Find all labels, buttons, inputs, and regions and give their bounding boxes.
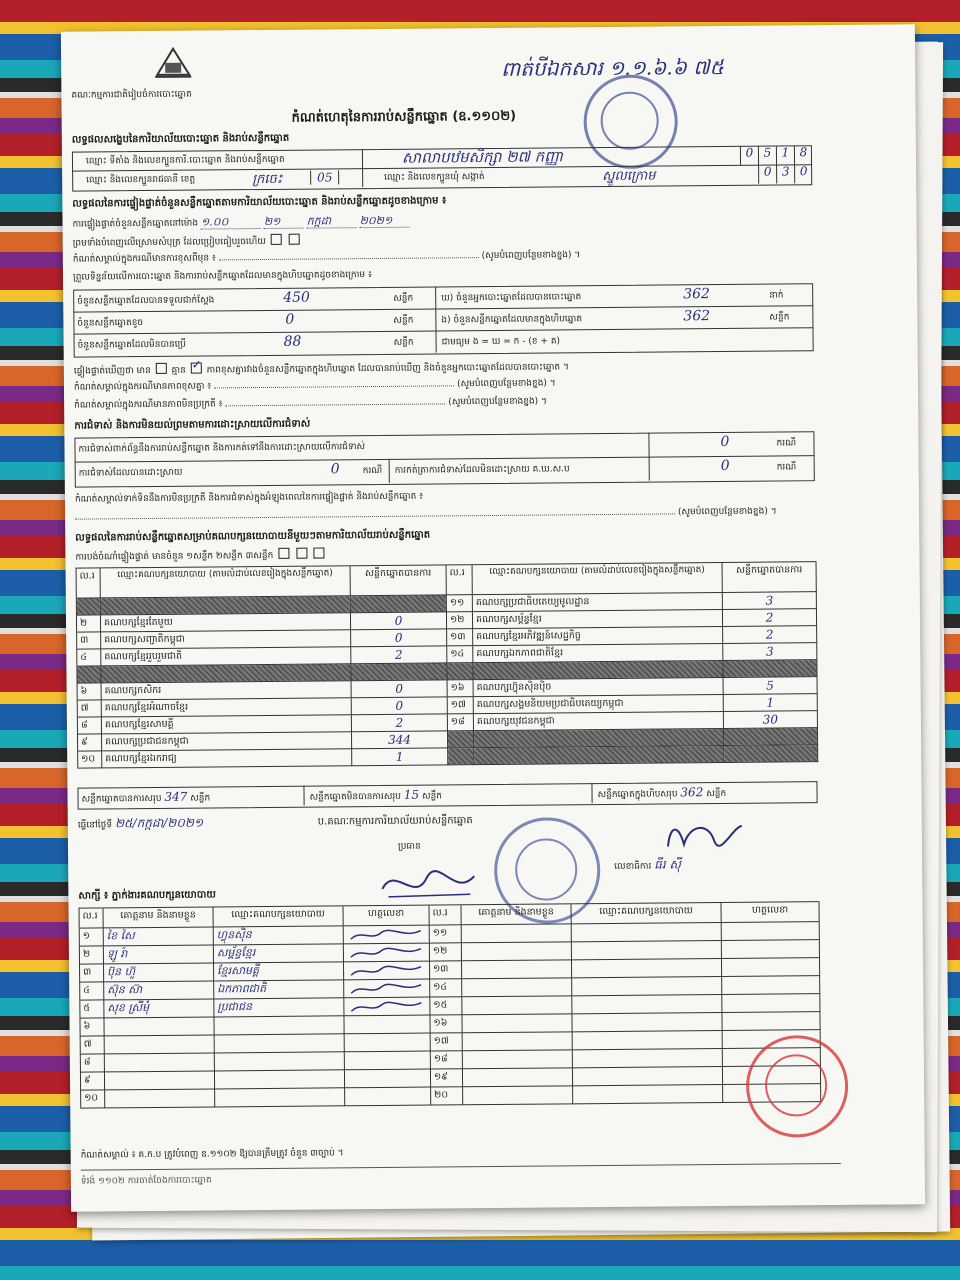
witness-party <box>572 995 722 1014</box>
witness-number: ១៦ <box>430 1015 462 1033</box>
witness-name <box>462 996 572 1015</box>
difference-note-line <box>73 249 581 265</box>
commune-code-digit: 0 <box>794 164 812 183</box>
party-votes: 2 <box>723 609 817 627</box>
received-label: ចំនួនសន្លឹកឆ្នោតដែលបានទទួលជាក់ស្តែង <box>77 295 215 307</box>
dispute-count-label: ការជំទាស់ពាក់ព័ន្ធនឹងការរាប់សន្លឹកឆ្នោត និងការកត់ទៅនឹងការដោះស្រាយលើការជំទាស់ <box>78 442 366 455</box>
commune-label: ឈ្មោះ និងលេខក្បួនឃុំ សង្កាត់ <box>384 172 485 183</box>
witness-number: ១០ <box>81 1090 105 1108</box>
party-number: ១១ <box>447 595 473 612</box>
witness-signature <box>344 1016 430 1035</box>
unused-value: 88 <box>283 333 302 350</box>
witness-signature <box>344 944 430 963</box>
results-col-votes-right: សន្លឹកឆ្នោតបានការ <box>723 562 817 593</box>
party-votes: 0 <box>352 697 448 715</box>
party-name: គណបក្សហ៊្វុនស៊ិនប៉ិច <box>474 678 724 697</box>
spoiled-label: ចំនួនសន្លឹកឆ្នោតខូច <box>77 318 144 329</box>
results-col-party-right: ឈ្មោះគណបក្សនយោបាយ (តាមលំដាប់លេខរៀងក្នុងសន្លឹកឆ្នោត) <box>473 563 723 595</box>
witness-signature <box>345 1070 431 1089</box>
secretary-line <box>614 858 681 873</box>
party-votes: 2 <box>723 626 817 644</box>
org-name: គណៈកម្មការជាតិរៀបចំការបោះឆ្នោត <box>71 89 192 101</box>
difference-check-label: ផ្ទៀងផ្ទាត់ឃើញថា មាន <box>73 365 151 377</box>
results-title: លទ្ធផលនៃការរាប់សន្លឹកឆ្នោតសម្រាប់គណបក្សនយោបាយនីមួយៗតាមការិយាល័យរាប់សន្លឹកឆ្នោត <box>75 529 431 544</box>
witness-col-name: គោត្តនាម និងនាមខ្លួន <box>104 907 214 928</box>
station-code <box>740 145 812 165</box>
party-number <box>77 598 101 615</box>
party-name: គណបក្សយុវជនកម្ពុជា <box>474 712 724 731</box>
party-number: ៧ <box>78 700 102 717</box>
total-box-value: 362 <box>680 785 704 800</box>
total-invalid-line <box>309 788 442 803</box>
secretary-name: ធីរ ស៊ី <box>654 857 681 872</box>
party-votes: 1 <box>724 694 818 712</box>
results-body <box>77 592 818 768</box>
chair-label: ប្រធាន <box>397 841 421 852</box>
station-label: ឈ្មោះ ទីតាំង និងលេខក្បួនការិ.បោះឆ្នោត និងរាប់សន្លឹកឆ្នោត <box>85 154 285 167</box>
results-col-no: ល.រ <box>77 568 101 598</box>
party-name: គណបក្សខ្មែរ​សាមគ្គី <box>102 715 352 734</box>
party-name <box>101 664 351 683</box>
totals-divider <box>303 786 304 806</box>
signature-icon <box>347 945 427 962</box>
dispute-footnote: កំណត់សម្គាល់ទាក់ទិននឹងការមិនប្រក្រតី និងការជំទាស់ក្នុងអំឡុងពេលនៃការផ្ទៀងផ្ទាត់ និងរាប់សន្លឹកឆ្នោត ៖ <box>74 491 424 505</box>
commune-code-digit: 3 <box>776 164 794 183</box>
party-name: គណបក្សប្រជាជនកម្ពុជា <box>102 732 352 751</box>
total-invalid-value: 15 <box>403 787 420 802</box>
party-name: គណបក្សខ្មែរអំណាចខ្មែរ <box>102 698 352 717</box>
witness-col-name-right: គោត្តនាម និងនាមខ្លួន <box>462 904 572 925</box>
total-valid-value: 347 <box>164 789 188 804</box>
difference-note-hint: (សូមបំពេញបន្ថែមខាងខ្នង) ។ <box>481 250 581 262</box>
party-name: គណបក្សសញ្ជាតិកម្ពុជា <box>101 630 351 649</box>
verification-year-value: ២០២១ <box>359 215 409 228</box>
witness-number: ១៩ <box>431 1069 463 1087</box>
witness-signature <box>722 922 820 941</box>
voters-unit: នាក់ <box>769 290 784 301</box>
witness-party <box>572 941 722 960</box>
witness-party: សម្ព័ន្ធខ្មែរ <box>214 944 344 963</box>
disputes-col-divider <box>389 459 390 483</box>
witness-party: ឯកភាពជាតិ <box>214 980 344 999</box>
witness-signature <box>344 962 430 981</box>
witness-col-party: ឈ្មោះគណបក្សនយោបាយ <box>214 906 344 927</box>
inbox-unit: សន្លឹក <box>769 312 790 323</box>
inbox-value: 362 <box>683 308 711 325</box>
verification-month-value: កក្កដា <box>307 215 357 228</box>
witness-name <box>463 1068 573 1087</box>
committee-label: ប.គណៈកម្មការការិយាល័យរាប់សន្លឹកឆ្នោត <box>317 815 473 828</box>
witness-party <box>215 1070 345 1089</box>
witness-party <box>573 1067 723 1086</box>
witness-party <box>572 923 722 942</box>
party-number: ៤ <box>77 649 101 666</box>
party-number <box>448 748 474 765</box>
voters-value: 362 <box>683 286 710 303</box>
station-name-value: សាលាបឋមសិក្សា ២៧ កញ្ញា <box>401 147 563 167</box>
difference-yes-checkbox[interactable] <box>156 363 167 374</box>
dispute-footnote-hint: (សូមបំពេញបន្ថែមខាងខ្នង) ។ <box>677 506 777 518</box>
witness-party: ហ្វុនស៊ិន <box>214 926 344 945</box>
witness-number: ១២ <box>430 943 462 961</box>
witness-signature <box>344 926 430 945</box>
witness-party: ខ្មែរសាមគ្គី <box>214 962 344 981</box>
difference-hint: (សូមបំពេញបន្ថែមខាងខ្នង) ។ <box>457 378 556 390</box>
signature-icon <box>347 981 427 998</box>
station-code-digit: 5 <box>758 146 776 165</box>
witness-party <box>573 1049 723 1068</box>
witness-party: ប្រជាជន <box>214 998 344 1017</box>
form-title: កំណត់ហេតុនៃការរាប់សន្លឹកឆ្នោត (ឧ.១១០២) <box>291 108 517 126</box>
witness-name: ខៃ សៃ <box>104 927 214 946</box>
station-code-digit: 1 <box>776 145 794 164</box>
disputes-title: ការជំទាស់ និងការមិនយល់ព្រមតាមការដោះស្រាយលើការជំទាស់ <box>74 418 311 432</box>
witnesses-body <box>80 922 822 1108</box>
witness-signature <box>344 998 430 1017</box>
party-number: ១៨ <box>448 714 474 731</box>
total-valid-unit: សន្លឹក <box>190 793 211 804</box>
party-name: គណបក្សខ្មែរឯករាជ្យ <box>102 749 352 768</box>
party-name: គណបក្សខ្មែរអភិវឌ្ឍន៍សេដ្ឋកិច្ច <box>473 627 723 646</box>
results-col-party: ឈ្មោះគណបក្សនយោបាយ (តាមលំដាប់លេខរៀងក្នុងសន្លឹកឆ្នោត) <box>101 566 351 598</box>
unused-label: ចំនួនសន្លឹកឆ្នោតដែលមិនបានប្រើ <box>77 339 187 351</box>
voters-label: ឃ) ចំនួនអ្នកបោះឆ្នោតដែលបានបោះឆ្នោត <box>441 292 582 304</box>
witness-col-no: ល.រ <box>80 908 104 928</box>
witness-name <box>462 960 572 979</box>
witness-signature <box>344 980 430 999</box>
witness-number: ២០ <box>431 1087 463 1105</box>
commune-code <box>758 164 812 183</box>
party-number: ៦ <box>78 683 102 700</box>
witness-signature <box>345 1034 431 1053</box>
party-number: ៣ <box>77 632 101 649</box>
fallback-checkbox-no[interactable] <box>289 234 300 245</box>
witness-col-no-right: ល.រ <box>430 905 462 925</box>
party-name: គណបក្សឯកភាពជាតិខ្មែរ <box>473 644 723 663</box>
difference-note-row <box>74 377 556 393</box>
total-invalid-label: សន្លឹកឆ្នោតមិនបានការសរុប <box>309 791 402 803</box>
witness-number: ១៥ <box>430 997 462 1015</box>
verification-time-label: ការផ្ទៀងផ្ទាត់ចំនួនសន្លឹកឆ្នោតនៅម៉ោង <box>72 218 199 230</box>
witness-party <box>215 1034 345 1053</box>
witness-signature <box>722 1012 820 1031</box>
witness-name <box>462 924 572 943</box>
witness-name <box>462 942 572 961</box>
dispute-unresolved-label: ការកត់ត្រាការជំទាស់ដែលមិនដោះស្រាយ គ.ឃ.ស.ប <box>394 464 570 476</box>
witness-name <box>105 1071 215 1090</box>
signature-icon <box>347 963 427 980</box>
witness-party <box>573 1085 723 1104</box>
irregularity-note-row <box>74 396 547 412</box>
party-votes <box>351 595 447 613</box>
fallback-note: ព្រមទាំងបំពេញលើស្រោមសំបុត្រ ដែលប្រៀបធៀបរួចហើយ <box>72 236 266 249</box>
witness-party <box>214 1016 344 1035</box>
party-number: ១០ <box>78 751 102 768</box>
witness-number: ១១ <box>430 925 462 943</box>
signature-icon <box>347 999 427 1016</box>
difference-description: ភាពខុសគ្នារវាងចំនួនសន្លឹកឆ្នោតក្នុងហិបឆ្នោត ដែលបានរាប់ឃើញ និងចំនួនអ្នកបោះឆ្នោតដែលបានបោះឆ្នោត ។ <box>206 362 569 376</box>
party-number <box>447 663 473 680</box>
witnesses-title: សាក្សី ៖ ភ្នាក់ងារគណបក្សនយោបាយ <box>78 889 216 902</box>
total-valid-line <box>81 790 210 805</box>
party-number: ១៦ <box>448 680 474 697</box>
section-summary-title: លទ្ធផលសង្ខេបនៃការិយាល័យបោះឆ្នោត និងរាប់សន្លឹកឆ្នោត <box>71 132 290 146</box>
witness-number: ១៨ <box>431 1051 463 1069</box>
results-subtitle: ការបង់ចំណាំផ្ទៀងផ្ទាត់ មានចំនួន ១សន្លឹក ២សន្លឹក ៣សន្លឹក <box>75 550 274 563</box>
witness-name <box>105 1035 215 1054</box>
province-code: 05 <box>310 170 339 184</box>
witness-signature <box>722 994 820 1013</box>
party-name: គណបក្សសង្គមនិយមប្រជាធិបតេយ្យកម្ពុជា <box>474 695 724 714</box>
party-votes: 5 <box>724 677 818 695</box>
totals-divider <box>591 783 592 803</box>
station-code-digit: 8 <box>794 145 812 164</box>
irregularity-note: កំណត់សម្គាល់ក្នុងករណីមានភាពមិនប្រក្រតី ៖ <box>74 399 223 411</box>
sheets-checkbox-1[interactable] <box>278 548 289 559</box>
witness-name <box>463 1086 573 1105</box>
secretary-label: លេខាធិការ <box>614 861 652 872</box>
witness-col-sign-right: ហត្ថលេខា <box>721 902 819 923</box>
footer-code: ទំរង់ ១១០២ ការចាត់ចែងការបោះឆ្នោត <box>80 1175 212 1187</box>
data-intro: ព្រួលទិន្នន័យលើការបោះឆ្នោត និងការរាប់សន្លឹកឆ្នោតដែលមានក្នុងហិបឆ្នោតដូចខាងក្រោម ៖ <box>72 270 372 283</box>
witness-number: ១៤ <box>430 979 462 997</box>
witness-party <box>215 1088 345 1107</box>
witness-col-party-right: ឈ្មោះគណបក្សនយោបាយ <box>572 903 722 924</box>
commune-value: ស្នួលក្រោម <box>602 168 656 185</box>
dispute-unresolved-value: 0 <box>720 457 730 475</box>
witness-number: ៦ <box>80 1018 104 1036</box>
total-box-label: សន្លឹកឆ្នោតក្នុងហិបសរុប <box>597 789 678 801</box>
witness-number: ១ <box>80 928 104 946</box>
verification-time-line <box>72 215 409 231</box>
witness-party <box>572 959 722 978</box>
witness-number: ៣ <box>80 964 104 982</box>
party-number: ៩ <box>78 734 102 751</box>
witness-party <box>572 1013 722 1032</box>
total-invalid-unit: សន្លឹក <box>421 791 443 802</box>
witness-signature <box>345 1088 431 1107</box>
witness-name: សុខ ស្រីមុំ <box>104 999 214 1018</box>
party-votes <box>723 660 817 678</box>
fallback-checkbox-yes[interactable] <box>271 234 282 245</box>
dispute-resolved-label: ការជំទាស់ដែលបានដោះស្រាយ <box>78 467 183 479</box>
station-code-digit: 0 <box>740 146 758 165</box>
total-valid-label: សន្លឹកឆ្នោតបានការសរុប <box>81 793 162 805</box>
party-number <box>448 731 474 748</box>
commune-code-digit: 0 <box>758 165 776 184</box>
witness-number: ១៣ <box>430 961 462 979</box>
total-box-unit: សន្លឹក <box>706 788 727 800</box>
party-name: គណបក្សខ្មែររួបរួមជាតិ <box>101 647 351 666</box>
official-seal-red <box>746 1035 849 1138</box>
difference-none-checkbox[interactable]: ✓ <box>191 363 202 374</box>
party-number: ១២ <box>447 612 473 629</box>
province-value: ក្រចេះ <box>252 171 283 188</box>
party-name <box>101 596 351 615</box>
party-number: ១៣ <box>447 629 473 646</box>
date-label: ធ្វើនៅថ្ងៃទី <box>77 820 113 831</box>
results-subtitle-line <box>75 547 327 563</box>
ballot-count-form <box>61 24 925 1211</box>
party-votes <box>724 728 818 746</box>
witness-party <box>573 1031 723 1050</box>
received-unit: សន្លឹក <box>393 293 414 304</box>
party-name: គណបក្សកសិករ <box>102 681 352 700</box>
party-number: ២ <box>77 615 101 632</box>
party-name <box>473 661 723 680</box>
dispute-count-value: 0 <box>720 433 730 451</box>
witness-name: ស៊ុន ស៊ា <box>104 981 214 1000</box>
party-votes: 0 <box>351 612 447 630</box>
difference-none-label: គ្មាន <box>171 365 186 376</box>
party-votes: 1 <box>352 748 448 766</box>
party-number: ១៧ <box>448 697 474 714</box>
party-votes: 3 <box>723 643 817 661</box>
spoiled-unit: សន្លឹក <box>393 315 414 326</box>
signature-icon <box>347 927 427 944</box>
dispute-count-unit: ករណី <box>776 438 797 449</box>
witness-signature <box>345 1052 431 1071</box>
verification-day-value: ២១ <box>264 216 304 229</box>
witness-number: ៧ <box>81 1036 105 1054</box>
witness-name <box>463 1050 573 1069</box>
witness-name <box>463 1032 573 1051</box>
results-col-no-right: ល.រ <box>447 565 473 595</box>
witness-number: ៥ <box>80 1000 104 1018</box>
witness-name <box>104 1017 214 1036</box>
witness-party <box>215 1052 345 1071</box>
difference-note-label: កំណត់សម្គាល់ក្នុងករណីមានការខុសពីមុន ៖ <box>72 253 216 265</box>
verification-time-value: ១.០០ <box>201 216 261 230</box>
inbox-label: ង) ចំនួនសន្លឹកឆ្នោតដែលមានក្នុងហិបឆ្នោត <box>441 314 583 326</box>
witness-number: ៤ <box>80 982 104 1000</box>
witness-name <box>105 1053 215 1072</box>
witness-number: ៨ <box>81 1054 105 1072</box>
witness-name <box>462 1014 572 1033</box>
party-votes: 2 <box>351 646 447 664</box>
witness-name <box>462 978 572 997</box>
witness-signature <box>722 958 820 977</box>
dispute-unresolved-unit: ករណី <box>776 462 797 473</box>
witnesses-table <box>79 901 822 1108</box>
sheets-checkbox-2[interactable] <box>296 548 307 559</box>
sheets-checkbox-3[interactable] <box>314 547 325 558</box>
unused-unit: សន្លឹក <box>393 337 414 348</box>
formula: ជាមធ្យម ង = ឃ = ក - (ខ + គ) <box>441 336 561 348</box>
footer-divider <box>81 1163 841 1171</box>
results-col-votes: សន្លឹកឆ្នោតបានការ <box>351 565 447 596</box>
witness-number: ១៧ <box>431 1033 463 1051</box>
spoiled-value: 0 <box>285 311 295 328</box>
party-name <box>474 746 724 765</box>
party-name <box>474 729 724 748</box>
handwritten-note: ពាត់បីឯកសារ ១.១.៦.៦ ៧៥ <box>501 54 724 81</box>
party-votes: 30 <box>724 711 818 729</box>
witness-name: ឡូ រ៉ា <box>104 945 214 964</box>
difference-note: កំណត់សម្គាល់ក្នុងករណីមានភាពខុសគ្នា ៖ <box>73 381 212 393</box>
dispute-resolved-value: 0 <box>330 461 340 478</box>
received-value: 450 <box>283 289 311 306</box>
party-name: គណបក្សសម្ព័ន្ធខ្មែរ <box>473 610 723 629</box>
party-votes <box>724 745 818 763</box>
footer-note: កំណត់សម្គាល់ ៖ គ.ក.ប ត្រូវបំពេញ ឧ.១១០២ ឱ្យបានត្រឹមត្រូវ ចំនួន ៣ច្បាប់ ។ <box>80 1148 344 1161</box>
witness-name: ប៊ុន ហ៊ួ <box>104 963 214 982</box>
chair-signature-icon <box>374 858 484 909</box>
party-votes: 0 <box>352 680 448 698</box>
party-votes <box>351 663 447 681</box>
date-value: ២៥/កក្កដា/២០២១ <box>114 815 204 831</box>
verification-intro: លទ្ធផលនៃការផ្ទៀងផ្ទាត់ចំនួនសន្លឹកឆ្នោតតាមការិយាល័យបោះឆ្នោត និងរាប់សន្លឹកឆ្នោតដូចខាងក្រោម ៖ <box>72 195 447 210</box>
party-votes: 2 <box>352 714 448 732</box>
witness-number: ៩ <box>81 1072 105 1090</box>
witness-signature <box>722 976 820 995</box>
secretary-signature-icon <box>658 816 748 857</box>
province-label: ឈ្មោះ និងលេខក្បួនរាជធានី ខេត្ត <box>86 174 196 186</box>
fallback-note-line <box>73 234 302 250</box>
party-votes: 3 <box>723 592 817 610</box>
results-table <box>76 561 819 768</box>
party-number <box>77 666 101 683</box>
party-votes: 0 <box>351 629 447 647</box>
witness-signature <box>722 940 820 959</box>
difference-check-line <box>74 359 569 377</box>
witness-name <box>105 1089 215 1108</box>
party-number: ៨ <box>78 717 102 734</box>
dispute-resolved-unit: ករណី <box>362 465 383 477</box>
party-name: គណបក្សប្រជាធិបតេយ្យមូលដ្ឋាន <box>473 593 723 612</box>
total-box-line <box>597 786 726 801</box>
witness-col-sign: ហត្ថលេខា <box>344 906 430 927</box>
witness-party <box>572 977 722 996</box>
date-line <box>78 817 203 832</box>
party-votes: 344 <box>352 731 448 749</box>
irregularity-hint: (សូមបំពេញបន្ថែមខាងខ្នង) ។ <box>448 396 547 408</box>
nec-logo-icon <box>153 45 193 81</box>
party-name: គណបក្សខ្មែរតែមួយ <box>101 613 351 632</box>
dispute-footnote-hint-row <box>75 506 777 524</box>
witness-number: ២ <box>80 946 104 964</box>
party-number: ១៤ <box>447 646 473 663</box>
